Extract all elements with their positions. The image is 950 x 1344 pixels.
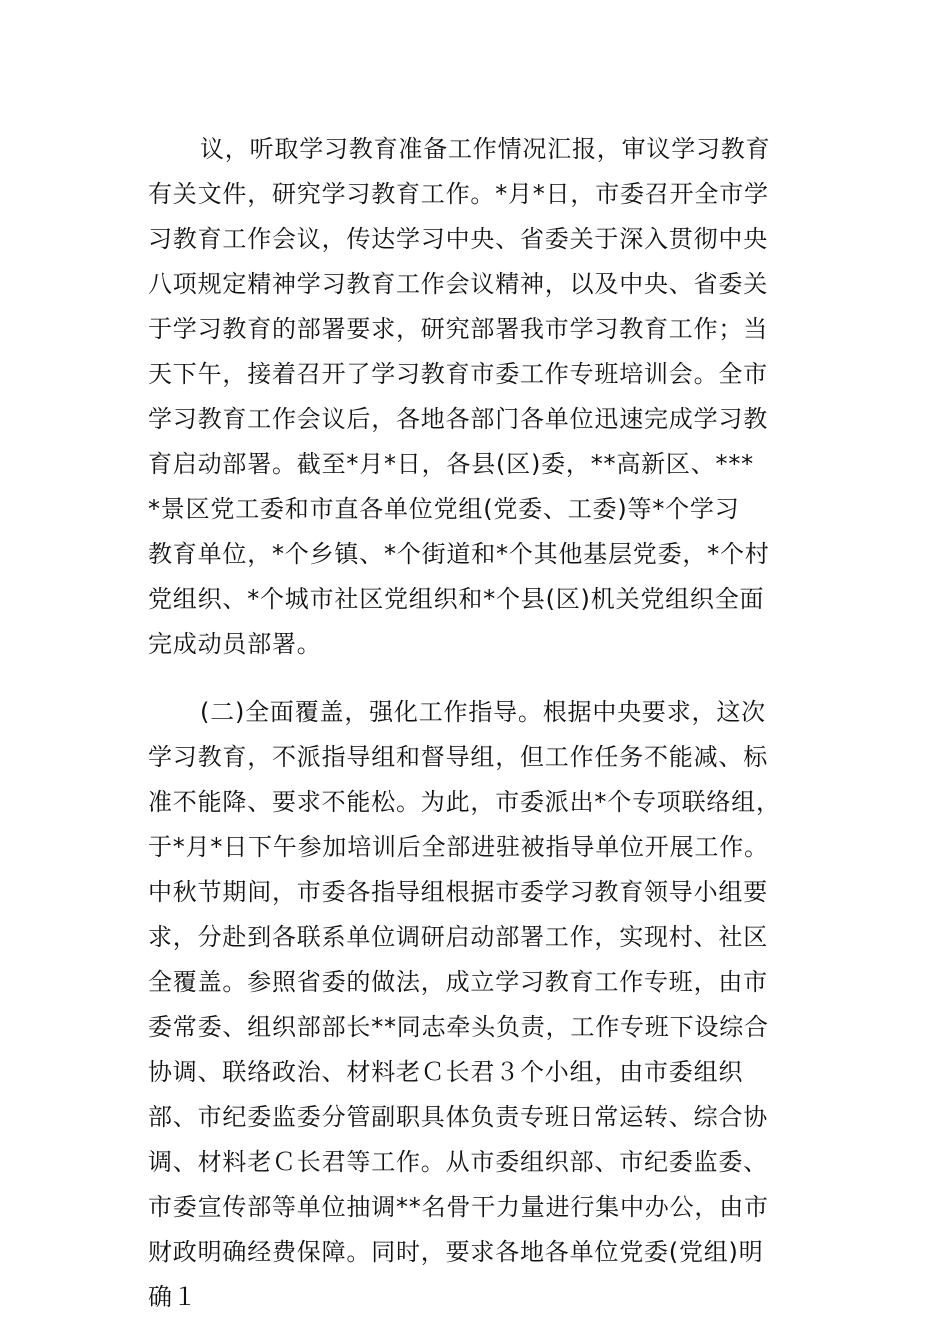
text-line: 议，听取学习教育准备工作情况汇报，审议学习教育 [200, 135, 771, 163]
text-line: 财政明确经费保障。同时，要求各地各单位党委(党组)明 [148, 1238, 764, 1266]
text-line: 准不能降、要求不能松。为此，市委派出*个专项联络组， [148, 788, 781, 816]
text-line: 确１ [148, 1283, 198, 1311]
text-line: *景区党工委和市直各单位党组(党委、工委)等*个学习 [148, 495, 740, 523]
text-line: 教育单位，*个乡镇、*个街道和*个其他基层党委，*个村 [148, 540, 770, 568]
text-line: 八项规定精神学习教育工作会议精神，以及中央、省委关 [148, 270, 768, 298]
text-line: 于*月*日下午参加培训后全部进驻被指导单位开展工作。 [148, 833, 769, 861]
text-line: (二)全面覆盖，强化工作指导。根据中央要求，这次 [200, 698, 766, 726]
text-line: 学习教育，不派指导组和督导组，但工作任务不能减、标 [148, 743, 768, 771]
text-line: 求，分赴到各联系单位调研启动部署工作，实现村、社区 [148, 923, 768, 951]
text-line: 中秋节期间，市委各指导组根据市委学习教育领导小组要 [148, 878, 768, 906]
text-line: 有关文件，研究学习教育工作。*月*日，市委召开全市学 [148, 180, 769, 208]
text-line: 调、材料老Ｃ长君等工作。从市委组织部、市纪委监委、 [148, 1148, 768, 1176]
text-line: 部、市纪委监委分管副职具体负责专班日常运转、综合协 [148, 1103, 768, 1131]
text-line: 委常委、组织部部长**同志牵头负责，工作专班下设综合 [148, 1013, 769, 1041]
text-line: 天下午，接着召开了学习教育市委工作专班培训会。全市 [148, 360, 768, 388]
text-line: 于学习教育的部署要求，研究部署我市学习教育工作；当 [148, 315, 768, 343]
text-line: 育启动部署。截至*月*日，各县(区)委，**高新区、*** [148, 450, 754, 478]
text-line: 党组织、*个城市社区党组织和*个县(区)机关党组织全面 [148, 585, 765, 613]
text-line: 完成动员部署。 [148, 630, 322, 658]
text-line: 习教育工作会议，传达学习中央、省委关于深入贯彻中央 [148, 225, 768, 253]
text-line: 全覆盖。参照省委的做法，成立学习教育工作专班，由市 [148, 968, 768, 996]
text-line: 市委宣传部等单位抽调**名骨干力量进行集中办公，由市 [148, 1193, 769, 1221]
text-line: 学习教育工作会议后，各地各部门各单位迅速完成学习教 [148, 405, 768, 433]
text-line: 协调、联络政治、材料老Ｃ长君３个小组，由市委组织 [148, 1058, 744, 1086]
